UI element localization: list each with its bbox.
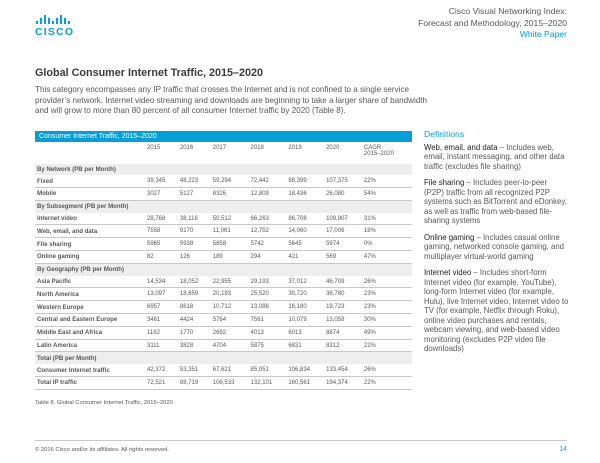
table-row — [35, 377, 412, 390]
table-cell: 569 — [324, 251, 362, 264]
table-cell: 194,374 — [324, 377, 362, 390]
section-label: By Subsegment (PB per Month) — [35, 200, 412, 212]
definition-term: File sharing — [424, 178, 465, 187]
table-row — [35, 301, 412, 314]
column-header: 2018 — [250, 145, 264, 151]
traffic-table-container — [35, 131, 412, 390]
table-title: Consumer Internet Traffic, 2015–2020 — [35, 131, 412, 142]
table-cell: 23% — [362, 288, 412, 301]
table-row — [35, 213, 412, 225]
table-title-bar — [35, 131, 412, 142]
table-row — [35, 326, 412, 339]
table-row — [35, 238, 412, 251]
table-cell: 132,101 — [249, 377, 287, 390]
table-cell: 86,708 — [286, 213, 324, 225]
table-cell: 66,263 — [249, 213, 287, 225]
table-cell: 54% — [362, 188, 412, 201]
table-cell: 1192 — [145, 326, 178, 339]
table-header-row — [35, 142, 412, 164]
table-cell: 30% — [362, 314, 412, 327]
table-cell: 38,116 — [178, 213, 211, 225]
table-cell: 5974 — [324, 238, 362, 251]
row-label: Asia Pacific — [35, 276, 145, 288]
table-cell: 2692 — [211, 326, 249, 339]
table-cell: 29,193 — [249, 276, 287, 288]
table-cell: 8618 — [178, 301, 211, 314]
header-title-line2: Forecast and Methodology, 2015–2020 — [418, 17, 567, 28]
table-cell: 47% — [362, 251, 412, 264]
row-label: Fixed — [35, 175, 145, 187]
table-row — [35, 339, 412, 352]
table-cell: 18% — [362, 225, 412, 238]
table-cell: 17,006 — [324, 225, 362, 238]
table-cell: 8326 — [211, 188, 249, 201]
table-cell: 3027 — [145, 188, 178, 201]
row-label: Internet video — [35, 213, 145, 225]
row-label: Web, email, and data — [35, 225, 145, 238]
table-cell: 88,399 — [286, 175, 324, 187]
intro-paragraph: This category encompasses any IP traffic that crosses the Internet and is not confined to a single service provider’s network. Internet video streaming and downloads are beginning to take a larger share of bandwidth and will grow to more than 80 percent of all consumer Internet traffic by 2020 (Table 8). — [35, 85, 428, 116]
table-cell: 18,659 — [178, 288, 211, 301]
table-cell: 12,752 — [249, 225, 287, 238]
table-cell: 72,521 — [145, 377, 178, 390]
table-cell: 12,809 — [249, 188, 287, 201]
table-cell: 13,088 — [249, 301, 287, 314]
row-label: Western Europe — [35, 301, 145, 314]
row-label: Middle East and Africa — [35, 326, 145, 339]
table-cell: 0% — [362, 238, 412, 251]
footer-divider — [35, 440, 567, 441]
table-cell: 37,012 — [286, 276, 324, 288]
column-header: 2017 — [212, 145, 227, 151]
table-row — [35, 251, 412, 264]
definitions-heading: Definitions — [424, 129, 465, 139]
table-row — [35, 364, 412, 376]
table-cell: 36,780 — [324, 288, 362, 301]
table-cell: 53,351 — [178, 364, 211, 376]
section-label: By Network (PB per Month) — [35, 164, 412, 176]
table-cell: 23% — [362, 301, 412, 314]
table-cell: 82 — [145, 251, 178, 264]
header-subtitle: White Paper — [519, 29, 567, 39]
table-cell: 25,520 — [249, 288, 287, 301]
definition-text: – Includes casual online gaming, networked console gaming, and multiplayer virtual-world gaming — [424, 232, 564, 261]
table-cell: 126 — [178, 251, 211, 264]
row-label: Central and Eastern Europe — [35, 314, 145, 327]
row-label: File sharing — [35, 238, 145, 251]
table-cell: 13,097 — [145, 288, 178, 301]
table-cell: 18,436 — [286, 188, 324, 201]
table-cell: 5875 — [249, 339, 287, 352]
page-number: 14 — [559, 446, 567, 453]
table-cell: 18,052 — [178, 276, 211, 288]
table-cell: 39,345 — [145, 175, 178, 187]
table-cell: 3828 — [178, 339, 211, 352]
definition-item — [424, 143, 569, 172]
table-cell: 16,180 — [286, 301, 324, 314]
definition-item — [424, 268, 569, 354]
section-label: By Geography (PB per Month) — [35, 263, 412, 275]
table-cell: 31% — [362, 213, 412, 225]
table-cell: 4013 — [249, 326, 287, 339]
table-cell: 5938 — [178, 238, 211, 251]
document-header — [418, 6, 567, 41]
definition-text: – Includes web, email, instant messaging, and other data traffic (excludes file sharing) — [424, 142, 565, 171]
cisco-logo — [35, 15, 77, 37]
definition-term: Internet video — [424, 268, 472, 277]
table-cell: 160,561 — [286, 377, 324, 390]
logo-bars-icon — [36, 15, 77, 24]
table-cell: 10,712 — [211, 301, 249, 314]
row-label: Mobile — [35, 188, 145, 201]
definition-term: Online gaming — [424, 232, 475, 242]
row-label: Consumer Internet traffic — [35, 364, 145, 376]
table-cell: 5764 — [211, 314, 249, 327]
table-cell: 421 — [286, 251, 324, 264]
table-cell: 106,834 — [286, 364, 324, 376]
section-row — [35, 164, 412, 176]
section-row — [35, 263, 412, 275]
table-cell: 46,709 — [324, 276, 362, 288]
row-label: Online gaming — [35, 251, 145, 264]
table-cell: 67,621 — [211, 364, 249, 376]
table-cell: 106,533 — [211, 377, 249, 390]
table-cell: 8312 — [324, 339, 362, 352]
table-cell: 133,454 — [324, 364, 362, 376]
table-cell: 5645 — [286, 238, 324, 251]
definition-term: Web, email, and data — [424, 142, 498, 152]
table-cell: 189 — [211, 251, 249, 264]
table-cell: 5965 — [145, 238, 178, 251]
table-cell: 9170 — [178, 225, 211, 238]
definition-item — [424, 178, 569, 226]
traffic-table — [35, 131, 412, 390]
table-cell: 6957 — [145, 301, 178, 314]
table-row — [35, 288, 412, 301]
table-cell: 26% — [362, 364, 412, 376]
table-cell: 6831 — [286, 339, 324, 352]
row-label: North America — [35, 288, 145, 301]
table-cell: 26% — [362, 276, 412, 288]
table-cell: 48,223 — [178, 175, 211, 187]
table-cell: 20,193 — [211, 288, 249, 301]
table-cell: 14,060 — [286, 225, 324, 238]
table-cell: 4704 — [211, 339, 249, 352]
table-cell: 26,080 — [324, 188, 362, 201]
row-label: Latin America — [35, 339, 145, 352]
table-row — [35, 314, 412, 327]
section-title: Global Consumer Internet Traffic, 2015–2020 — [35, 67, 264, 79]
table-cell: 4424 — [178, 314, 211, 327]
table-cell: 3461 — [145, 314, 178, 327]
table-cell: 7561 — [249, 314, 287, 327]
table-cell: 11,061 — [211, 225, 249, 238]
column-header: 2015 — [147, 145, 161, 151]
header-title-line1: Cisco Visual Networking Index: — [448, 6, 567, 16]
table-cell: 42,372 — [145, 364, 178, 376]
column-header: 2019 — [288, 145, 302, 151]
table-cell: 5858 — [211, 238, 249, 251]
table-cell: 7558 — [145, 225, 178, 238]
table-cell: 109,907 — [324, 213, 362, 225]
table-cell: 22% — [362, 175, 412, 187]
table-cell: 14,534 — [145, 276, 178, 288]
table-cell: 22% — [362, 339, 412, 352]
table-row — [35, 188, 412, 201]
section-label: Total (PB per Month) — [35, 352, 412, 364]
table-cell: 294 — [249, 251, 287, 264]
section-row — [35, 200, 412, 212]
table-row — [35, 225, 412, 238]
section-row — [35, 352, 412, 364]
table-cell: 22,955 — [211, 276, 249, 288]
logo-wordmark: CISCO — [35, 26, 75, 38]
definition-text: – Includes peer-to-peer (P2P) traffic from all recognized P2P systems such as BitTorrent and eDonkey, as well as traffic from web-based file-sharing systems — [424, 178, 567, 225]
column-header: 2020 — [326, 145, 340, 151]
table-cell: 49% — [362, 326, 412, 339]
table-cell: 30,720 — [286, 288, 324, 301]
table-cell: 8874 — [324, 326, 362, 339]
table-cell: 22% — [362, 377, 412, 390]
header-empty-cell — [35, 142, 145, 164]
table-cell: 72,442 — [249, 175, 287, 187]
copyright: © 2016 Cisco and/or its affiliates. All rights reserved. — [35, 447, 170, 453]
table-cell: 50,512 — [211, 213, 249, 225]
table-cell: 107,375 — [324, 175, 362, 187]
table-cell: 3111 — [145, 339, 178, 352]
table-cell: 1770 — [178, 326, 211, 339]
table-cell: 85,051 — [249, 364, 287, 376]
definitions-panel — [424, 130, 569, 361]
definition-item — [424, 233, 569, 262]
table-cell: 28,768 — [145, 213, 178, 225]
table-row — [35, 276, 412, 288]
table-cell: 6013 — [286, 326, 324, 339]
table-caption: Table 8. Global Consumer Internet Traffic, 2015–2020 — [35, 400, 173, 406]
table-cell: 5127 — [178, 188, 211, 201]
table-cell: 59,294 — [211, 175, 249, 187]
column-header: 2016 — [179, 145, 194, 151]
definition-text: – Includes short-form Internet video (for example, YouTube), long-form Internet video (for example, Hulu), live Internet video, Internet video to TV (for example, Netflix through Roku), online video purchases and rentals, webcam viewing, and web-based video monitoring (excludes P2P video file downloads) — [424, 268, 569, 353]
table-cell: 88,719 — [178, 377, 211, 390]
table-cell: 5742 — [249, 238, 287, 251]
column-header: CAGR 2015–2020 — [363, 145, 394, 157]
table-row — [35, 175, 412, 187]
table-cell: 13,058 — [324, 314, 362, 327]
row-label: Total IP traffic — [35, 377, 145, 390]
table-cell: 19,723 — [324, 301, 362, 314]
table-cell: 10,079 — [286, 314, 324, 327]
